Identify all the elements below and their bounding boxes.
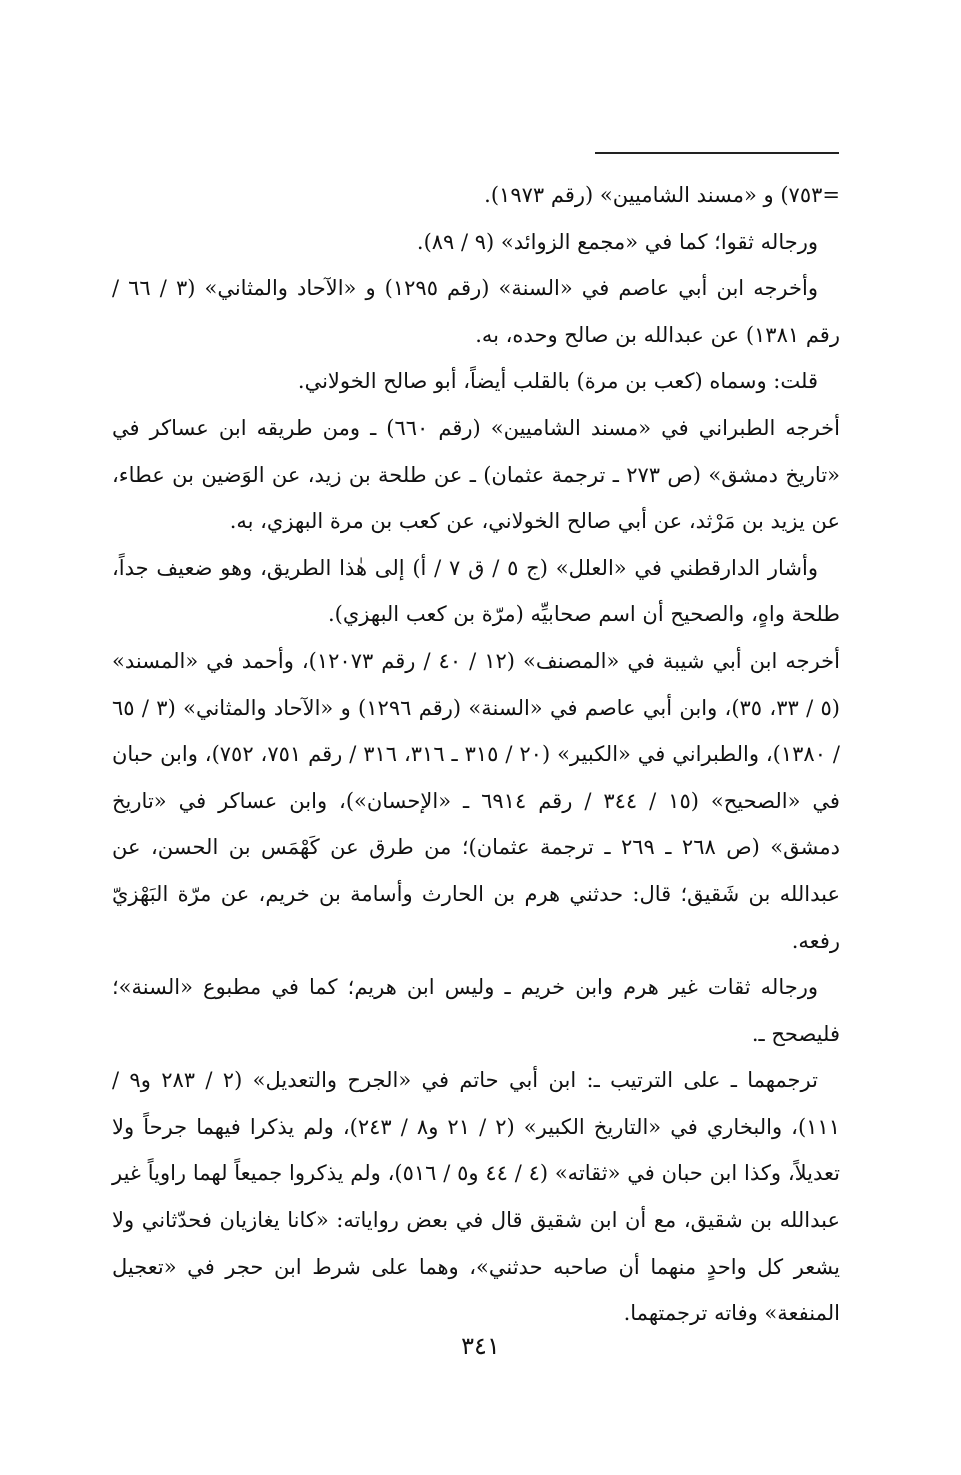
- paragraph-continuation: =٧٥٣) و «مسند الشاميين» (رقم ١٩٧٣).: [484, 183, 840, 207]
- page-number: ٣٤١: [461, 1332, 500, 1360]
- paragraph-daraqutni: وأشار الدارقطني في «العلل» (ج ٥ / ق ٧ / أ) إلى هٰذا الطريق، وهو ضعيف جداً، طلحة واهٍ، والصحيح أن اسم صحابيِّه (مرّة بن كعب البهزي).: [112, 555, 840, 627]
- paragraph-tabarani: أخرجه الطبراني في «مسند الشاميين» (رقم ٦٦٠) ـ ومن طريقه ابن عساكر في «تاريخ دمشق» (ص ٢٧٣ ـ ترجمة عثمان) ـ عن طلحة بن زيد، عن الوَضين بن عطاء، عن يزيد بن مَرْثد، عن أبي صالح الخولاني، عن كعب بن مرة البهزي، به.: [112, 415, 841, 534]
- footnote-separator-rule: [595, 152, 839, 154]
- paragraph-ibn-abi-asim: وأخرجه ابن أبي عاصم في «السنة» (رقم ١٢٩٥) و «الآحاد والمثاني» (٣ / ٦٦ / رقم ١٣٨١) عن عبدالله بن صالح وحده، به.: [112, 276, 840, 347]
- paragraph-narrators-thiqat: ورجاله ثقات غير هرم وابن خريم ـ وليس ابن هريم؛ كما في مطبوع «السنة»؛ فليصحح ـ.: [112, 975, 840, 1046]
- paragraph-note: قلت: وسماه (كعب بن مرة) بالقلب أيضاً، أبو صالح الخولاني.: [297, 369, 818, 394]
- paragraph-narrators: ورجاله ثقوا؛ كما في «مجمع الزوائد» (٩ / ٨٩).: [416, 229, 818, 254]
- paragraph-biographies: ترجمهما ـ على الترتيب ـ: ابن أبي حاتم في «الجرح والتعديل» (٢ / ٢٨٣ و٩ / ١١١)، والبخاري في «التاريخ الكبير» (٢ / ٢١ و٨ / ٢٤٣)، ولم يذكرا فيهما جرحاً ولا تعديلاً، وكذا ابن حبان في «ثقاته» (٤ / ٤٤ و٥ / ٥١٦)، ولم يذكروا جميعاً لهما راوياً غير عبدالله بن شقيق، مع أن ابن شقيق قال في بعض رواياته: «كانا يغازيان فحدّثاني ولا يشعر كل واحدٍ منهما أن صاحبه حدثني»، وهما على شرط ابن حجر في «تعجيل المنفعة» وفاته ترجمتهما.: [112, 1068, 840, 1326]
- footnote-text-block: [112, 172, 840, 1337]
- paragraph-ibn-abi-shayba: أخرجه ابن أبي شيبة في «المصنف» (١٢ / ٤٠ / رقم ١٢٠٧٣)، وأحمد في «المسند» (٥ / ٣٣، ٣٥)، وابن أبي عاصم في «السنة» (رقم ١٢٩٦) و «الآحاد والمثاني» (٣ / ٦٥ / ١٣٨٠)، والطبراني في «الكبير» (٢٠ / ٣١٥ ـ ٣١٦، ٣١٦ / رقم ٧٥١، ٧٥٢)، وابن حبان في «الصحيح» (١٥ / ٣٤٤ / رقم ٦٩١٤ ـ «الإحسان»)، وابن عساكر في «تاريخ دمشق» (ص ٢٦٨ ـ ٢٦٩ ـ ترجمة عثمان)؛ من طرق عن كَهْمَس بن الحسن، عن عبدالله بن شَقيق؛ قال: حدثني هرم بن الحارث وأسامة بن خريم، عن مرّة البَهْزيّ رفعه.: [112, 648, 841, 953]
